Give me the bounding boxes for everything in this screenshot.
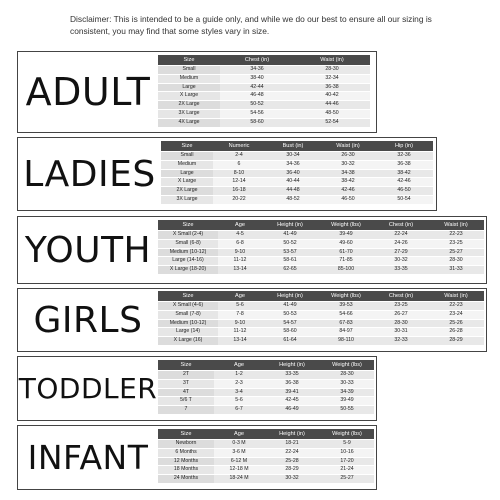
cell: 48-50 bbox=[294, 109, 370, 118]
table-row bbox=[158, 379, 374, 388]
cell: 54-56 bbox=[220, 109, 294, 118]
cell: 28-29 bbox=[264, 466, 320, 475]
cell: 53-57 bbox=[262, 248, 318, 257]
cell: 30-33 bbox=[320, 379, 374, 388]
size-table bbox=[158, 55, 370, 127]
cell: 13-14 bbox=[218, 337, 262, 345]
table-row bbox=[161, 152, 433, 161]
cell: 25-27 bbox=[428, 248, 484, 257]
cell: 49-60 bbox=[318, 239, 374, 248]
cell: 18-21 bbox=[264, 440, 320, 449]
column-header: Waist (in) bbox=[428, 220, 484, 231]
column-header: Size bbox=[158, 360, 214, 371]
cell: 42-46 bbox=[321, 187, 375, 196]
cell: 41-49 bbox=[262, 231, 318, 240]
cell: 54-66 bbox=[318, 310, 374, 319]
ladies-section bbox=[17, 137, 437, 211]
column-header: Age bbox=[214, 360, 264, 371]
cell: 32-33 bbox=[374, 337, 428, 345]
cell: 3X Large bbox=[161, 195, 213, 203]
cell: 58-61 bbox=[262, 257, 318, 266]
cell: 25-26 bbox=[428, 319, 484, 328]
size-table bbox=[161, 141, 433, 204]
cell: 4-5 bbox=[218, 231, 262, 240]
header-row bbox=[158, 360, 374, 371]
table-row bbox=[158, 231, 484, 240]
table-row bbox=[158, 397, 374, 406]
table-row bbox=[158, 328, 484, 337]
cell: 67-83 bbox=[318, 319, 374, 328]
cell: 6 Months bbox=[158, 448, 214, 457]
cell: Large (14-16) bbox=[158, 257, 218, 266]
section-title: ADULT bbox=[25, 70, 151, 114]
infant-section bbox=[17, 425, 377, 490]
table-row bbox=[158, 266, 484, 274]
cell: 20-22 bbox=[213, 195, 265, 203]
cell: 28-30 bbox=[374, 319, 428, 328]
cell: 24 Months bbox=[158, 475, 214, 483]
cell: 46-50 bbox=[321, 195, 375, 203]
table-row bbox=[161, 160, 433, 169]
cell: 34-36 bbox=[220, 66, 294, 75]
cell: X Small (4-6) bbox=[158, 302, 218, 311]
column-header: Height (in) bbox=[262, 220, 318, 231]
column-header: Hip (in) bbox=[375, 141, 433, 152]
cell: 52-54 bbox=[294, 118, 370, 126]
cell: 3-4 bbox=[214, 388, 264, 397]
size-table bbox=[158, 429, 374, 483]
cell: 38-42 bbox=[375, 169, 433, 178]
cell: 33-35 bbox=[374, 266, 428, 274]
size-table bbox=[158, 291, 484, 345]
cell: 39-49 bbox=[320, 397, 374, 406]
table-row bbox=[161, 195, 433, 203]
cell: 30-31 bbox=[374, 328, 428, 337]
column-header: Waist (in) bbox=[321, 141, 375, 152]
cell: 62-65 bbox=[262, 266, 318, 274]
cell: 50-52 bbox=[220, 101, 294, 110]
cell: 16-18 bbox=[213, 187, 265, 196]
cell: 28-30 bbox=[320, 371, 374, 380]
table-row bbox=[158, 475, 374, 483]
cell: 24-26 bbox=[374, 239, 428, 248]
cell: 38-40 bbox=[220, 74, 294, 83]
cell: 26-28 bbox=[428, 328, 484, 337]
table-row bbox=[158, 302, 484, 311]
table-row bbox=[158, 101, 370, 110]
cell: 3T bbox=[158, 379, 214, 388]
cell: 40-42 bbox=[294, 92, 370, 101]
cell: 2X Large bbox=[158, 101, 220, 110]
cell: 6-12 M bbox=[214, 457, 264, 466]
girls-section bbox=[17, 288, 487, 352]
cell: 4X Large bbox=[158, 118, 220, 126]
cell: 30-32 bbox=[374, 257, 428, 266]
cell: 23-25 bbox=[428, 239, 484, 248]
cell: 6 bbox=[213, 160, 265, 169]
cell: 28-30 bbox=[428, 257, 484, 266]
cell: 98-110 bbox=[318, 337, 374, 345]
cell: X Large bbox=[158, 92, 220, 101]
cell: 2T bbox=[158, 371, 214, 380]
cell: 5-6 bbox=[218, 302, 262, 311]
cell: 28-30 bbox=[294, 66, 370, 75]
cell: 31-33 bbox=[428, 266, 484, 274]
column-header: Weight (lbs) bbox=[320, 429, 374, 440]
cell: 46-50 bbox=[375, 187, 433, 196]
cell: 39-41 bbox=[264, 388, 320, 397]
column-header: Size bbox=[161, 141, 213, 152]
header-row bbox=[158, 429, 374, 440]
cell: 18 Months bbox=[158, 466, 214, 475]
cell: Small (6-8) bbox=[158, 239, 218, 248]
cell: Newborn bbox=[158, 440, 214, 449]
cell: 42-46 bbox=[375, 178, 433, 187]
column-header: Waist (in) bbox=[428, 291, 484, 302]
table-row bbox=[161, 169, 433, 178]
column-header: Weight (lbs) bbox=[318, 291, 374, 302]
header-row bbox=[158, 220, 484, 231]
cell: 36-38 bbox=[264, 379, 320, 388]
column-header: Chest (in) bbox=[374, 291, 428, 302]
section-title: LADIES bbox=[23, 153, 156, 195]
cell: 11-12 bbox=[218, 257, 262, 266]
table-row bbox=[158, 319, 484, 328]
cell: Medium bbox=[158, 74, 220, 83]
column-header: Size bbox=[158, 55, 220, 66]
cell: 36-38 bbox=[375, 160, 433, 169]
cell: Small bbox=[158, 66, 220, 75]
column-header: Height (in) bbox=[262, 291, 318, 302]
table-row bbox=[158, 92, 370, 101]
size-table bbox=[158, 360, 374, 414]
youth-section bbox=[17, 216, 487, 284]
cell: 18-24 M bbox=[214, 475, 264, 483]
column-header: Numeric bbox=[213, 141, 265, 152]
cell: 30-34 bbox=[265, 152, 321, 161]
column-header: Weight (lbs) bbox=[318, 220, 374, 231]
cell: 61-64 bbox=[262, 337, 318, 345]
cell: 58-60 bbox=[220, 118, 294, 126]
cell: 50-53 bbox=[262, 310, 318, 319]
cell: 17-20 bbox=[320, 457, 374, 466]
table-row bbox=[158, 83, 370, 92]
cell: Large bbox=[161, 169, 213, 178]
cell: 33-35 bbox=[264, 371, 320, 380]
cell: 22-23 bbox=[428, 231, 484, 240]
cell: 22-24 bbox=[374, 231, 428, 240]
cell: 9-10 bbox=[218, 319, 262, 328]
header-row bbox=[158, 291, 484, 302]
cell: 23-24 bbox=[428, 310, 484, 319]
cell: X Large bbox=[161, 178, 213, 187]
cell: 11-12 bbox=[218, 328, 262, 337]
table-row bbox=[158, 74, 370, 83]
column-header: Size bbox=[158, 291, 218, 302]
column-header: Chest (in) bbox=[220, 55, 294, 66]
cell: Small bbox=[161, 152, 213, 161]
cell: 46-48 bbox=[220, 92, 294, 101]
cell: 58-60 bbox=[262, 328, 318, 337]
cell: 50-55 bbox=[320, 406, 374, 414]
disclaimer-text: Disclaimer: This is intended to be a guide only, and while we do our best to ensure all our sizing is consistent, you may find that some styles vary in size. bbox=[70, 14, 432, 36]
column-header: Chest (in) bbox=[374, 220, 428, 231]
cell: 8-10 bbox=[213, 169, 265, 178]
cell: 4T bbox=[158, 388, 214, 397]
table-row bbox=[161, 187, 433, 196]
cell: 5-9 bbox=[320, 440, 374, 449]
cell: Medium (10-12) bbox=[158, 248, 218, 257]
table-row bbox=[158, 406, 374, 414]
size-table bbox=[158, 220, 484, 274]
toddler-section bbox=[17, 356, 377, 421]
table-row bbox=[158, 448, 374, 457]
cell: 32-34 bbox=[294, 74, 370, 83]
cell: 3-6 M bbox=[214, 448, 264, 457]
cell: 42-45 bbox=[264, 397, 320, 406]
table-row bbox=[158, 118, 370, 126]
cell: 6-8 bbox=[218, 239, 262, 248]
cell: Medium bbox=[161, 160, 213, 169]
table-row bbox=[158, 457, 374, 466]
table-row bbox=[161, 178, 433, 187]
cell: 85-100 bbox=[318, 266, 374, 274]
cell: 2X Large bbox=[161, 187, 213, 196]
cell: 22-24 bbox=[264, 448, 320, 457]
cell: 0-3 M bbox=[214, 440, 264, 449]
cell: 71-85 bbox=[318, 257, 374, 266]
cell: 50-52 bbox=[262, 239, 318, 248]
cell: X Large (18-20) bbox=[158, 266, 218, 274]
adult-section bbox=[17, 51, 377, 133]
cell: 7-8 bbox=[218, 310, 262, 319]
cell: 48-52 bbox=[265, 195, 321, 203]
cell: 6-7 bbox=[214, 406, 264, 414]
table-row bbox=[158, 388, 374, 397]
cell: 54-57 bbox=[262, 319, 318, 328]
table-row bbox=[158, 257, 484, 266]
header-row bbox=[161, 141, 433, 152]
column-header: Age bbox=[218, 291, 262, 302]
cell: 12-14 bbox=[213, 178, 265, 187]
cell: 2-4 bbox=[213, 152, 265, 161]
cell: 10-16 bbox=[320, 448, 374, 457]
table-row bbox=[158, 239, 484, 248]
cell: 1-2 bbox=[214, 371, 264, 380]
cell: 84-97 bbox=[318, 328, 374, 337]
cell: Large bbox=[158, 83, 220, 92]
column-header: Waist (in) bbox=[294, 55, 370, 66]
section-title: GIRLS bbox=[33, 299, 143, 341]
cell: 2-3 bbox=[214, 379, 264, 388]
cell: 61-70 bbox=[318, 248, 374, 257]
cell: 5/6 T bbox=[158, 397, 214, 406]
cell: 25-27 bbox=[320, 475, 374, 483]
table-row bbox=[158, 466, 374, 475]
cell: 30-32 bbox=[264, 475, 320, 483]
section-title: YOUTH bbox=[24, 229, 152, 271]
cell: 39-49 bbox=[318, 231, 374, 240]
cell: 7 bbox=[158, 406, 214, 414]
cell: 30-32 bbox=[321, 160, 375, 169]
column-header: Bust (in) bbox=[265, 141, 321, 152]
cell: 9-10 bbox=[218, 248, 262, 257]
cell: X Small (2-4) bbox=[158, 231, 218, 240]
table-row bbox=[158, 66, 370, 75]
cell: 44-46 bbox=[294, 101, 370, 110]
cell: 46-49 bbox=[264, 406, 320, 414]
cell: 34-38 bbox=[321, 169, 375, 178]
column-header: Age bbox=[214, 429, 264, 440]
column-header: Size bbox=[158, 429, 214, 440]
cell: 36-38 bbox=[294, 83, 370, 92]
cell: 12-18 M bbox=[214, 466, 264, 475]
cell: X Large (16) bbox=[158, 337, 218, 345]
cell: 34-36 bbox=[265, 160, 321, 169]
section-title: INFANT bbox=[27, 438, 149, 477]
column-header: Height (in) bbox=[264, 429, 320, 440]
table-row bbox=[158, 440, 374, 449]
cell: 21-24 bbox=[320, 466, 374, 475]
cell: 42-44 bbox=[220, 83, 294, 92]
table-row bbox=[158, 337, 484, 345]
cell: 50-54 bbox=[375, 195, 433, 203]
cell: 25-28 bbox=[264, 457, 320, 466]
cell: Medium (10-12) bbox=[158, 319, 218, 328]
cell: 12 Months bbox=[158, 457, 214, 466]
cell: 40-44 bbox=[265, 178, 321, 187]
cell: Small (7-8) bbox=[158, 310, 218, 319]
cell: 3X Large bbox=[158, 109, 220, 118]
cell: 36-40 bbox=[265, 169, 321, 178]
cell: 38-42 bbox=[321, 178, 375, 187]
cell: 5-6 bbox=[214, 397, 264, 406]
section-title: TODDLER bbox=[18, 372, 158, 405]
cell: 44-48 bbox=[265, 187, 321, 196]
cell: 22-23 bbox=[428, 302, 484, 311]
cell: 41-49 bbox=[262, 302, 318, 311]
column-header: Age bbox=[218, 220, 262, 231]
cell: 23-25 bbox=[374, 302, 428, 311]
column-header: Weight (lbs) bbox=[320, 360, 374, 371]
column-header: Size bbox=[158, 220, 218, 231]
cell: 28-29 bbox=[428, 337, 484, 345]
cell: 27-29 bbox=[374, 248, 428, 257]
cell: 26-27 bbox=[374, 310, 428, 319]
cell: 32-36 bbox=[375, 152, 433, 161]
cell: 39-53 bbox=[318, 302, 374, 311]
table-row bbox=[158, 371, 374, 380]
table-row bbox=[158, 109, 370, 118]
column-header: Height (in) bbox=[264, 360, 320, 371]
cell: 34-39 bbox=[320, 388, 374, 397]
header-row bbox=[158, 55, 370, 66]
table-row bbox=[158, 310, 484, 319]
table-row bbox=[158, 248, 484, 257]
cell: 13-14 bbox=[218, 266, 262, 274]
cell: 26-30 bbox=[321, 152, 375, 161]
cell: Large (14) bbox=[158, 328, 218, 337]
